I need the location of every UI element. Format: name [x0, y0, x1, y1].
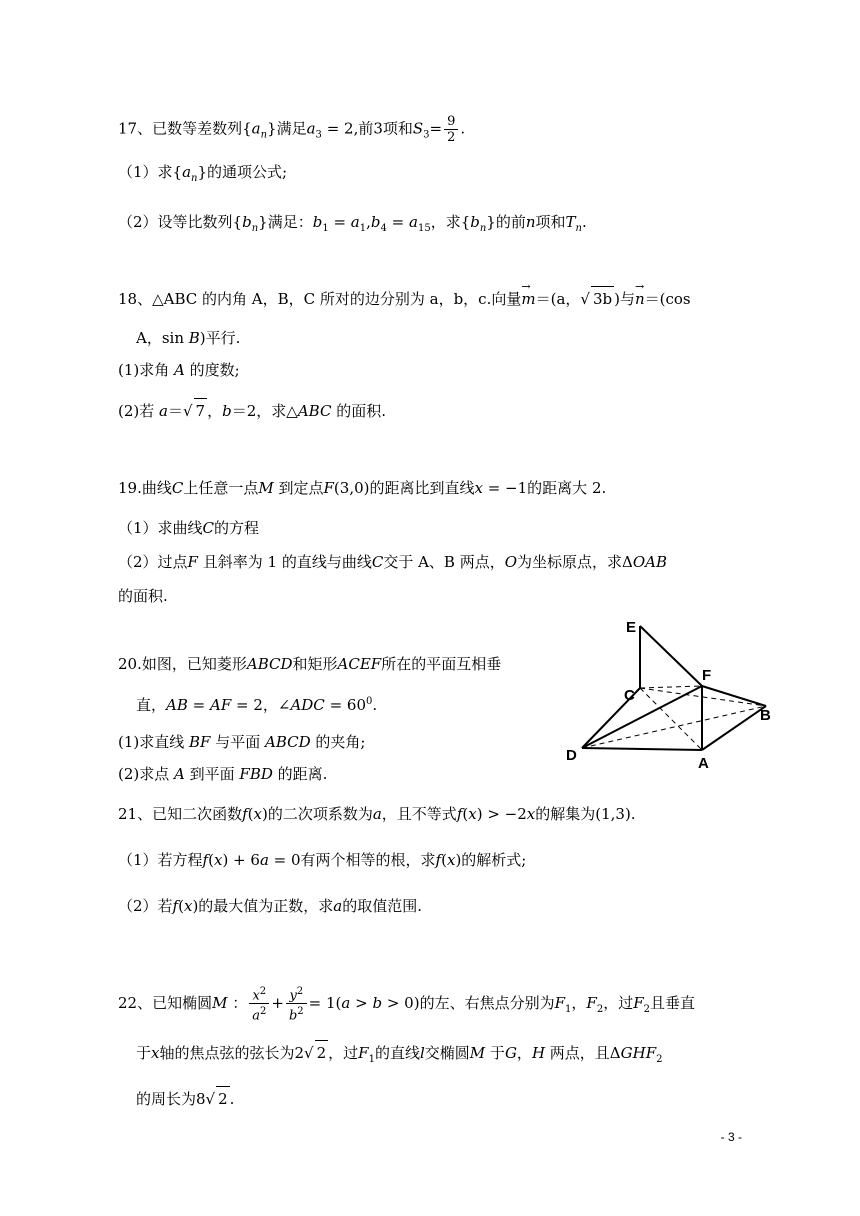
- page-number: - 3 -: [720, 1130, 742, 1144]
- q20-part-1: (1)求直线 BF 与平面 ABCD 的夹角;: [118, 733, 366, 751]
- q20-stem-line-2: 直，AB = AF = 2，∠ADC = $60^0$.: [136, 696, 378, 714]
- edge-FB: [702, 686, 766, 706]
- edge-DB-hidden: [582, 706, 766, 748]
- q18-part-2: (2)若 a＝√ 7 ，b＝2，求△ABC 的面积.: [118, 398, 386, 423]
- label-D: D: [566, 747, 577, 764]
- label-E: E: [626, 619, 637, 636]
- q19-stem: 19.曲线C上任意一点M 到定点F(3,0)的距离比到直线x = −1的距离大 2.: [118, 479, 607, 497]
- label-A: A: [698, 755, 709, 772]
- q21-stem: 21、已知二次函数f(x)的二次项系数为a，且不等式f(x) > −2x的解集为(1,3).: [118, 805, 636, 823]
- q17-part-2: （2）设等比数列$\{b_n\}$满足：$b_1 = a_1,b_4 = a_{15}$，求$\{b_n\}$的前n项和$T_n$.: [118, 213, 587, 234]
- q22-stem-line-1: 22、已知椭圆M ： $\frac{x^2}{a^2}$ + $\frac{y^2}{b^2}$ = 1(a > b > 0)的左、右焦点分别为$F_1$，$F_2$，过$F_2$且垂直: [118, 986, 696, 1024]
- edge-FD: [582, 686, 702, 748]
- label-F: F: [702, 667, 712, 684]
- geometry-figure: [560, 616, 790, 776]
- edge-CF-hidden: [640, 686, 702, 688]
- q22-stem-line-2: 于x轴的焦点弦的弦长为2√ 2 ，过$F_1$的直线l交椭圆M 于G，H 两点，且$\Delta GHF_2$: [136, 1040, 663, 1072]
- q19-part-2-line-2: 的面积.: [118, 587, 168, 605]
- edge-AB: [702, 706, 766, 750]
- q22-stem-line-3: 的周长为8√ 2 .: [136, 1086, 234, 1111]
- q19-part-2-line-1: （2）过点F 且斜率为 1 的直线与曲线C交于 A、B 两点，O为坐标原点，求ΔOAB: [118, 553, 668, 571]
- edge-CA-hidden: [640, 688, 702, 750]
- q18-stem-line-1: 18、△ABC 的内角 A，B，C 所对的边分别为 a，b，c.向量→ m＝(a，√ 3b )与→ n＝(cos: [118, 286, 691, 311]
- q19-part-1: （1）求曲线C的方程: [118, 519, 260, 537]
- q21-part-2: （2）若f(x)的最大值为正数，求a的取值范围.: [118, 897, 423, 915]
- q18-stem-line-2: A，sin B)平行.: [136, 329, 241, 347]
- q20-part-2: (2)求点 A 到平面 FBD 的距离.: [118, 765, 328, 783]
- q20-stem-line-1: 20.如图，已知菱形ABCD和矩形ACEF所在的平面互相垂: [118, 655, 502, 673]
- q18-part-1: (1)求角 A 的度数;: [118, 361, 240, 379]
- edge-EF: [640, 626, 702, 686]
- label-B: B: [760, 707, 771, 724]
- label-C: C: [624, 687, 635, 704]
- q17-part-1: （1）求$\{a_n\}$的通项公式;: [118, 163, 288, 184]
- edge-DA: [582, 748, 702, 750]
- q17-stem: 17、已数等差数列$\{a_n\}$满足$a_3 = 2$,前3项和$S_3=$ $\frac{9}{2}$ .: [118, 114, 466, 145]
- q21-part-1: （1）若方程f(x) + 6a = 0有两个相等的根，求f(x)的解析式;: [118, 851, 527, 869]
